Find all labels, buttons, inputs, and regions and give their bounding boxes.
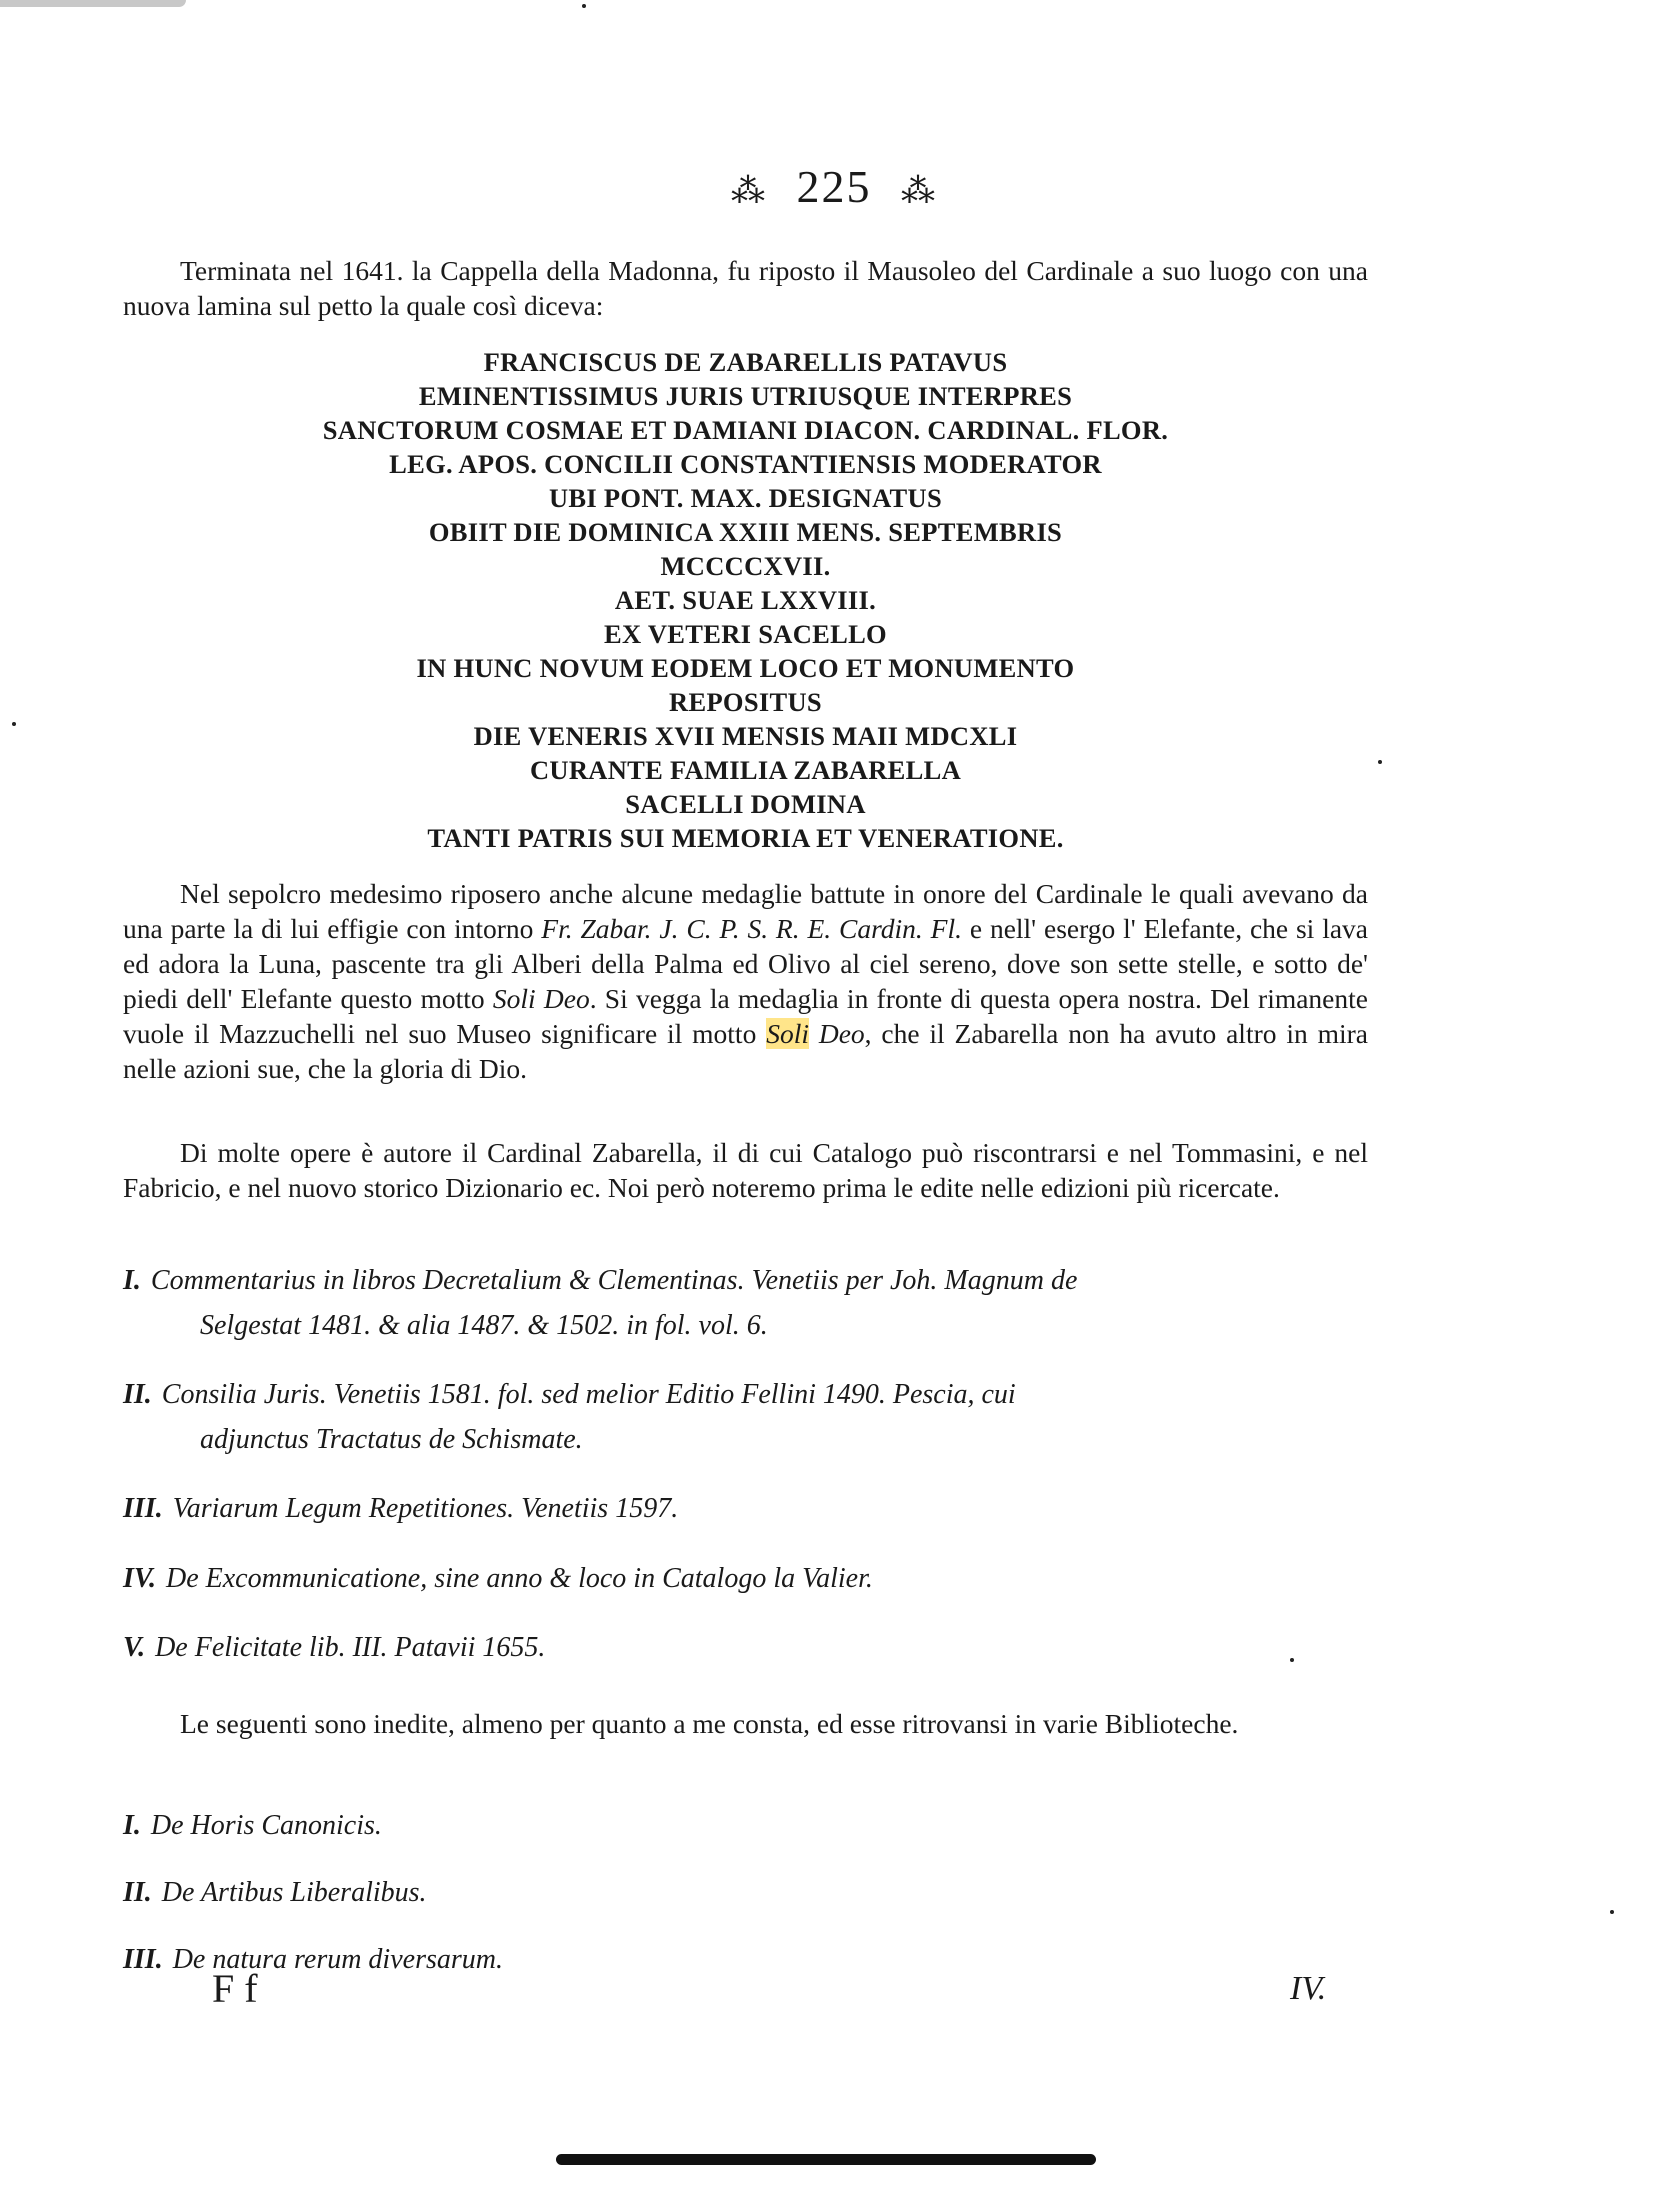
inscription-line: TANTI PATRIS SUI MEMORIA ET VENERATIONE. bbox=[427, 823, 1064, 853]
inscription-line: MCCCCXVII. bbox=[660, 551, 831, 581]
intro-paragraph bbox=[123, 253, 1368, 323]
page-number: 225 bbox=[796, 161, 872, 212]
catalogue-paragraph bbox=[123, 1135, 1368, 1205]
inscription-line: IN HUNC NOVUM EODEM LOCO ET MONUMENTO bbox=[416, 653, 1075, 683]
highlighted-motto[interactable]: Soli bbox=[766, 1018, 809, 1049]
edited-work-item bbox=[123, 1556, 1368, 1601]
work-title: De Horis Canonicis. bbox=[150, 1810, 382, 1841]
ornament-left-icon: ⁂ bbox=[731, 173, 767, 211]
inscription-line: FRANCISCUS DE ZABARELLIS PATAVUS bbox=[483, 347, 1008, 377]
epitaph-inscription bbox=[123, 345, 1368, 855]
unedited-work-item bbox=[123, 1870, 1368, 1915]
inscription-line: DIE VENERIS XVII MENSIS MAII MDCXLI bbox=[473, 721, 1018, 751]
medal-text-4: , che il Zabarella non ha avuto altro in mira nelle azioni sue, che la gloria di Dio. bbox=[123, 1018, 1368, 1084]
ink-speck bbox=[12, 722, 16, 726]
edited-work-item bbox=[123, 1625, 1368, 1670]
work-number: II. bbox=[123, 1877, 152, 1908]
inscription-line: OBIIT DIE DOMINICA XXIII MENS. SEPTEMBRIS bbox=[428, 517, 1063, 547]
ink-speck bbox=[582, 4, 586, 8]
work-number: II. bbox=[123, 1379, 152, 1410]
motto-text: Soli Deo bbox=[492, 983, 590, 1014]
unedited-work-item bbox=[123, 1937, 1368, 1982]
inscription-line: REPOSITUS bbox=[669, 687, 822, 717]
work-number: III. bbox=[123, 1493, 163, 1524]
ink-speck bbox=[1610, 1910, 1614, 1914]
inscription-line: AET. SUAE LXXVIII. bbox=[614, 585, 877, 615]
work-title: De natura rerum diversarum. bbox=[172, 1944, 503, 1975]
work-title: Commentarius in libros Decretalium & Clementinas. Venetiis per Joh. Magnum de bbox=[150, 1265, 1078, 1296]
medal-legend: Fr. Zabar. J. C. P. S. R. E. Cardin. Fl. bbox=[541, 913, 962, 944]
inscription-line: UBI PONT. MAX. DESIGNATUS bbox=[548, 483, 943, 513]
inscription-line: CURANTE FAMILIA ZABARELLA bbox=[529, 755, 962, 785]
ornament-right-icon: ⁂ bbox=[901, 173, 937, 211]
inscription-line: SACELLI DOMINA bbox=[625, 789, 866, 819]
work-number: I. bbox=[123, 1265, 141, 1296]
work-number: I. bbox=[123, 1810, 141, 1841]
work-continuation: adjunctus Tractatus de Schismate. bbox=[200, 1424, 583, 1455]
unedited-intro-paragraph bbox=[123, 1706, 1368, 1741]
work-title: De Artibus Liberalibus. bbox=[161, 1877, 427, 1908]
inscription-line: EX VETERI SACELLO bbox=[604, 619, 887, 649]
work-title: De Felicitate lib. III. Patavii 1655. bbox=[155, 1632, 546, 1663]
inscription-line: EMINENTISSIMUS JURIS UTRIUSQUE INTERPRES bbox=[418, 381, 1073, 411]
inscription-line: SANCTORUM COSMAE ET DAMIANI DIACON. CARDINAL. FLOR. bbox=[322, 415, 1169, 445]
inscription-line: LEG. APOS. CONCILII CONSTANTIENSIS MODERATOR bbox=[389, 449, 1102, 479]
catalogue-text: Di molte opere è autore il Cardinal Zabarella, il di cui Catalogo può riscontrarsi e nel Tommasini, e nel Fabricio, e nel nuovo storico Dizionario ec. Noi però noteremo prima le edite nelle edizioni più ricercate. bbox=[123, 1137, 1368, 1203]
work-continuation: Selgestat 1481. & alia 1487. & 1502. in fol. vol. 6. bbox=[200, 1310, 768, 1341]
status-bar-edge bbox=[0, 0, 186, 7]
edited-work-item bbox=[123, 1258, 1368, 1348]
work-number: III. bbox=[123, 1944, 163, 1975]
motto-text-rest: Deo bbox=[808, 1018, 865, 1049]
work-number: IV. bbox=[123, 1563, 156, 1594]
catchword: IV. bbox=[1290, 1970, 1327, 2007]
unedited-intro-text: Le seguenti sono inedite, almeno per quanto a me consta, ed esse ritrovansi in varie Biblioteche. bbox=[180, 1708, 1239, 1739]
medal-text-2: e nell' esergo l' Elefante, che si lava ed adora la Luna, pascente tra gli Alberi della Palma ed Olivo al ciel sereno, dove son sette stelle, e sotto de' piedi dell' Elefante questo motto bbox=[123, 913, 1368, 1014]
edited-work-item bbox=[123, 1486, 1368, 1531]
work-title: De Excommunicatione, sine anno & loco in Catalogo la Valier. bbox=[165, 1563, 873, 1594]
medal-text-3: . Si vegga la medaglia in fronte di questa opera nostra. Del rimanente vuole il Mazzuchelli nel suo Museo significare il motto bbox=[123, 983, 1368, 1049]
signature-mark: F f bbox=[212, 1966, 258, 2011]
unedited-work-item bbox=[123, 1803, 1368, 1848]
medal-paragraph bbox=[123, 876, 1368, 1086]
medal-text-1: Nel sepolcro medesimo riposero anche alcune medaglie battute in onore del Cardinale le quali avevano da una parte la di lui effigie con intorno bbox=[123, 878, 1368, 944]
intro-text: Terminata nel 1641. la Cappella della Madonna, fu riposto il Mausoleo del Cardinale a suo luogo con una nuova lamina sul petto la quale così diceva: bbox=[123, 255, 1368, 321]
work-title: Variarum Legum Repetitiones. Venetiis 1597. bbox=[172, 1493, 679, 1524]
work-number: V. bbox=[123, 1632, 146, 1663]
home-indicator[interactable] bbox=[556, 2154, 1096, 2165]
page-header bbox=[0, 160, 1668, 220]
work-title: Consilia Juris. Venetiis 1581. fol. sed melior Editio Fellini 1490. Pescia, cui bbox=[161, 1379, 1016, 1410]
ink-speck bbox=[1378, 760, 1382, 764]
edited-work-item bbox=[123, 1372, 1368, 1462]
